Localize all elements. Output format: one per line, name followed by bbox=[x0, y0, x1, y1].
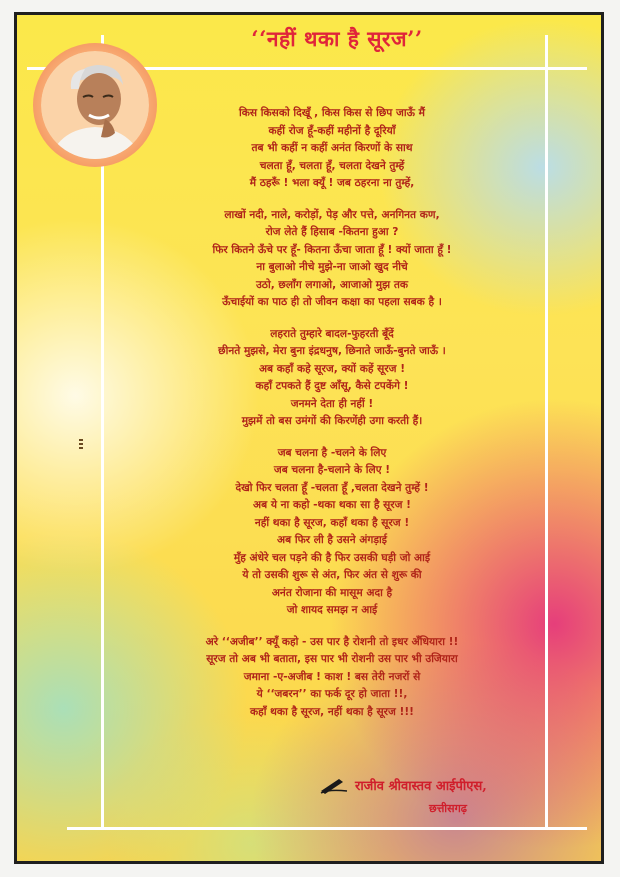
author-place: छत्तीसगढ़ bbox=[429, 802, 467, 815]
verse-line: नहीं थका है सूरज, कहाँ थका है सूरज ! bbox=[254, 516, 410, 529]
verse-line: अब ये ना कहो -थका थका सा है सूरज ! bbox=[252, 499, 412, 511]
verse-line: जनमने देता ही नहीं ! bbox=[290, 397, 374, 410]
verse-line: अरे ‘‘अजीब’’ क्यूँ कहो - उस पार है रोशनी तो इधर अँधियारा !! bbox=[205, 635, 459, 648]
poem-body bbox=[167, 105, 497, 735]
verse-line: सूरज तो अब भी बताता, इस पार भी रोशनी उस पार भी उजियारा bbox=[206, 653, 458, 665]
stanza-5 bbox=[167, 634, 497, 722]
verse-line: ये तो उसकी शुरू से अंत, फिर अंत से शुरू की bbox=[242, 569, 422, 581]
verse-line: ये ‘‘जबरन’’ का फर्क दूर हो जाता !!, bbox=[256, 688, 408, 700]
verse-line: जब चलना है -चलने के लिए bbox=[277, 446, 387, 459]
stanza-4 bbox=[167, 445, 497, 620]
verse-line: मुझमें तो बस उमंगों की किरणेंही उगा करती हैं। bbox=[241, 415, 423, 427]
verse-line: जब चलना है-चलाने के लिए ! bbox=[273, 464, 391, 476]
verse-line: चलता हूँ, चलता हूँ, चलता देखने तुम्हें bbox=[259, 159, 405, 172]
verse-line: कहाँ थका है सूरज, नहीं थका है सूरज !!! bbox=[249, 705, 415, 718]
verse-line: लाखों नदी, नाले, करोड़ों, पेड़ और पत्ते, अनगिनत कण, bbox=[224, 208, 440, 221]
verse-line: कहाँ टपकते हैं दुष्ट आँसू, कैसे टपकेंगे ! bbox=[255, 380, 409, 392]
verse-line: लहराते तुम्हारे बादल-फुहरती बूँदें bbox=[270, 327, 394, 340]
author-name: राजीव श्रीवास्तव आईपीएस, bbox=[355, 779, 487, 794]
verse-line: कहीं रोज हूँ-कहीं महीनों है दूरियाँ bbox=[268, 124, 396, 137]
verse-line: रोज लेते हैं हिसाब -कितना हुआ ? bbox=[265, 226, 399, 238]
verse-line: ना बुलाओ नीचे मुझे-ना जाओ खुद नीचे bbox=[256, 261, 408, 273]
pen-icon bbox=[319, 775, 349, 795]
verse-line: ऊँचाईयों का पाठ ही तो जीवन कक्षा का पहला सबक है । bbox=[222, 296, 442, 308]
verse-line: फिर कितने ऊँचे पर हूँ- कितना ऊँचा जाता हूँ ! क्यों जाता हूँ ! bbox=[212, 243, 452, 256]
verse-line: अब कहाँ कहे सूरज, क्यों कहें सूरज ! bbox=[258, 362, 406, 375]
portrait bbox=[33, 43, 157, 167]
verse-line: देखो फिर चलता हूँ -चलता हूँ ,चलता देखने तुम्हें ! bbox=[235, 481, 429, 494]
signature bbox=[319, 775, 487, 816]
verse-line: उठो, छलाँग लगाओ, आजाओ मुझ तक bbox=[255, 278, 409, 291]
poem-title: ‘‘नहीं थका है सूरज’’ bbox=[251, 26, 423, 51]
verse-line: अनंत रोजाना की मासूम अदा है bbox=[271, 586, 393, 599]
verse-line: छीनते मुझसे, मेरा बुना इंद्रधनुष, छिनाते जाऊँ-बुनते जाऊँ । bbox=[218, 345, 446, 357]
verse-line: मुँह अंधेरे चल पड़ने की है फिर उसकी घड़ी जो आई bbox=[233, 551, 431, 564]
stanza-2 bbox=[167, 207, 497, 312]
decorative-dots bbox=[79, 439, 83, 449]
verse-line: किस किसको दिखूँ , किस किस से छिप जाऊँ मैं bbox=[239, 107, 425, 119]
verse-line: मैं ठहरूँ ! भला क्यूँ ! जब ठहरना ना तुम्हें, bbox=[249, 177, 415, 189]
frame-line-right bbox=[545, 35, 548, 830]
verse-line: जो शायद समझ न आई bbox=[286, 604, 378, 616]
verse-line: तब भी कहीं न कहीं अनंत किरणों के साथ bbox=[251, 142, 413, 154]
stanza-3 bbox=[167, 326, 497, 431]
verse-line: अब फिर ली है उसने अंगड़ाई bbox=[277, 534, 387, 546]
frame-line-bottom bbox=[67, 827, 587, 830]
verse-line: जमाना -ए-अजीब ! काश ! बस तेरी नजरों से bbox=[243, 670, 421, 683]
stanza-1 bbox=[167, 105, 497, 193]
portrait-photo bbox=[39, 49, 151, 161]
poem-poster bbox=[14, 12, 604, 864]
